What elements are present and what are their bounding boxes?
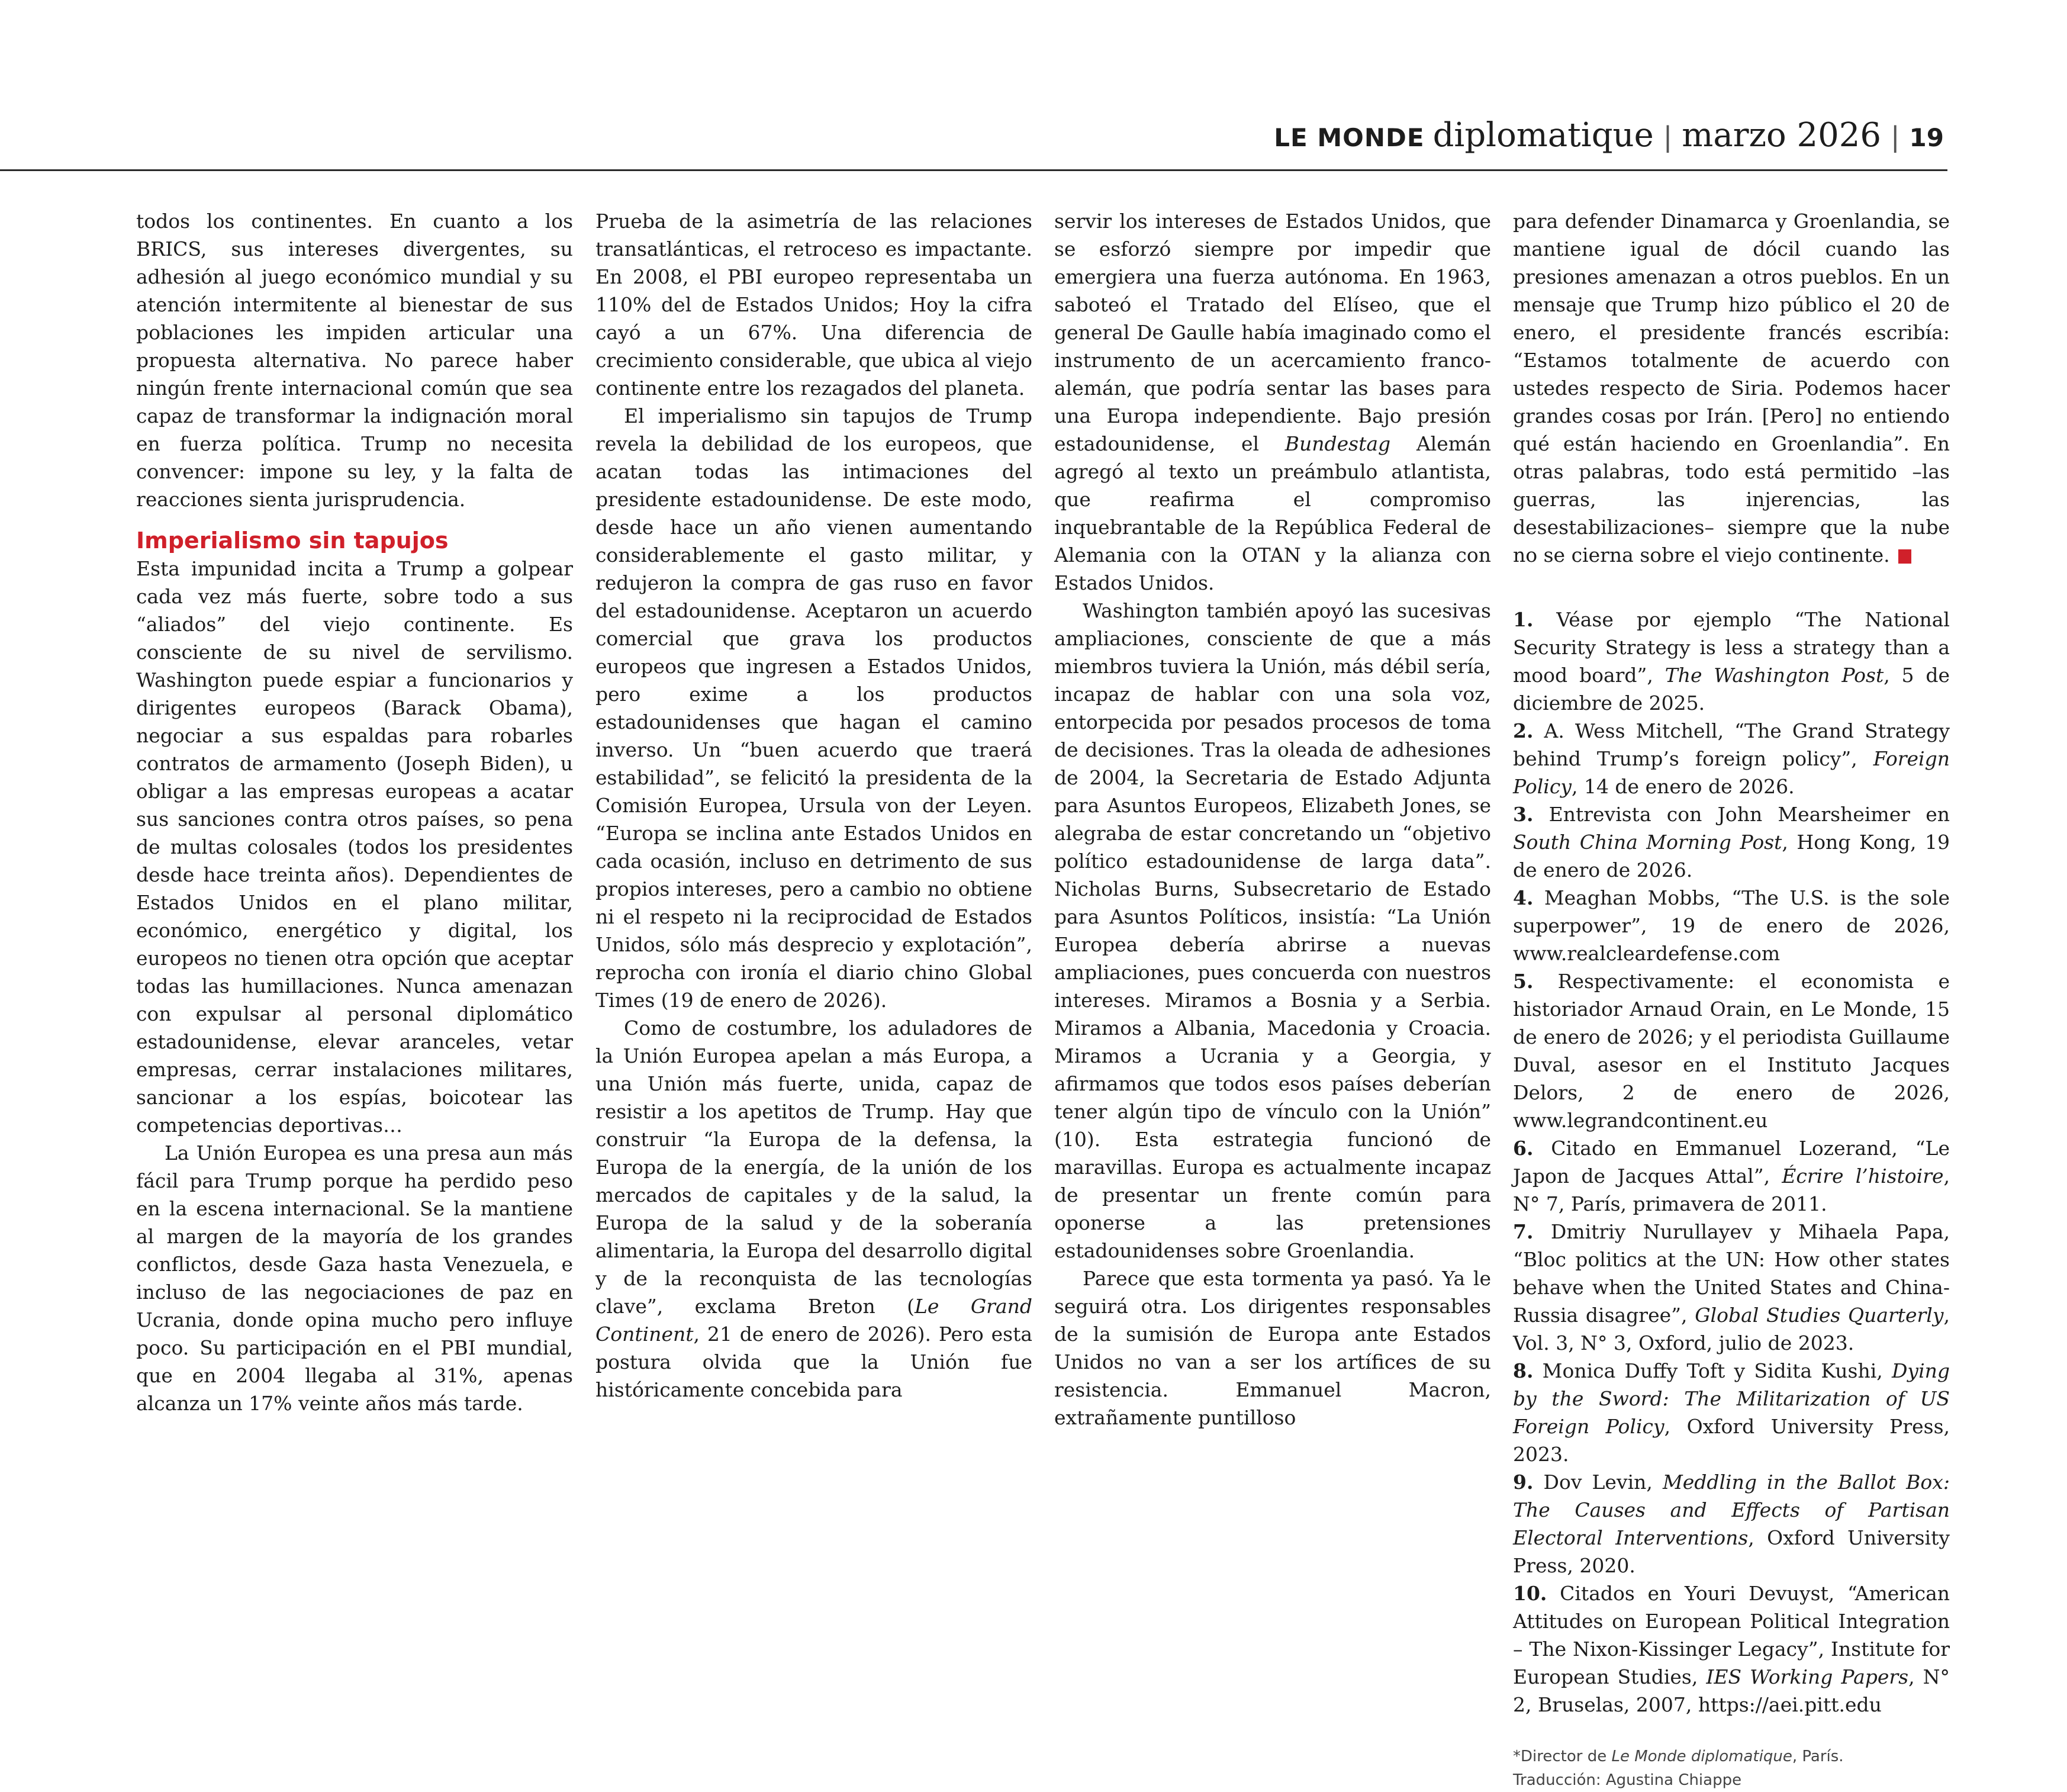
paragraph: Como de costumbre, los aduladores de la Unión Europea apelan a más Europa, a una Unión más fuerte, unida, capaz de resistir a los apetitos de Trump. Hay que construir “la Europa de la defensa, la Europa de la energía, de la unión de los mercados de capitales y de la salud, la Europa de la salud y de la soberanía alimentaria, la Europa del desarrollo digital y de la reconquista de las tecnologías clave”, exclama Breton (Le Grand Continent, 21 de enero de 2026). Pero esta postura olvida que la Unión fue históricamente concebida para	[595, 1016, 1033, 1401]
footnote: 8. Monica Duffy Toft y Sidita Kushi, Dying by the Sword: The Militarization of US Foreign Policy, Oxford University Press, 2023.	[1513, 1359, 1950, 1466]
footnote: 6. Citado en Emmanuel Lozerand, “Le Japon de Jacques Attal”, Écrire l’histoire, N° 7, París, primavera de 2011.	[1513, 1137, 1950, 1215]
brand-subtitle: diplomatique	[1432, 116, 1654, 155]
footnote: 9. Dov Levin, Meddling in the Ballot Box: The Causes and Effects of Partisan Electoral Interventions, Oxford University Press, 2020.	[1513, 1471, 1950, 1577]
footnotes	[1513, 606, 1950, 1719]
footnote: 4. Meaghan Mobbs, “The U.S. is the sole superpower”, 19 de enero de 2026, www.realcleardefense.com	[1513, 886, 1950, 965]
emphasis: Bundestag	[1284, 432, 1391, 455]
footnote: 5. Respectivamente: el economista e historiador Arnaud Orain, en Le Monde, 15 de enero de 2026; y el periodista Guillaume Duval, asesor en el Instituto Jacques Delors, 2 de enero de 2026, www.legrandcontinent.eu	[1513, 970, 1950, 1132]
paragraph: El imperialismo sin tapujos de Trump revela la debilidad de los europeos, que acatan todas las intimaciones del presidente estadounidense. De este modo, desde hace un año vienen aumentando considerablemente el gasto militar, y redujeron la compra de gas ruso en favor del estadounidense. Aceptaron un acuerdo comercial que grava los productos europeos que ingresen a Estados Unidos, pero exime a los productos estadounidenses que hagan el camino inverso. Un “buen acuerdo que traerá estabilidad”, se felicitó la presidenta de la Comisión Europea, Ursula von der Leyen. “Europa se inclina ante Estados Unidos en cada ocasión, incluso en detrimento de sus propios intereses, pero a cambio no obtiene ni el respeto ni la reciprocidad de Estados Unidos, sólo más desprecio y explotación”, reprocha con ironía el diario chino Global Times (19 de enero de 2026).	[595, 404, 1032, 1012]
publication-title: Le Grand Continent	[595, 1295, 1033, 1346]
footnote: 1. Véase por ejemplo “The National Security Strategy is less a strategy than a mood board”, The Washington Post, 5 de diciembre de 2025.	[1513, 608, 1950, 715]
paragraph: Washington también apoyó las sucesivas ampliaciones, consciente de que a más miembros tuviera la Unión, más débil sería, incapaz de hablar con una sola voz, entorpecida por pesados procesos de toma de decisiones. Tras la oleada de adhesiones de 2004, la Secretaria de Estado Adjunta para Asuntos Europeos, Elizabeth Jones, se alegraba de estar concretando un “objetivo político estadounidense de larga data”. Nicholas Burns, Subsecretario de Estado para Asuntos Políticos, insistía: “La Unión Europea debería abrirse a nuevas ampliaciones, pues concuerda con nuestros intereses. Miramos a Bosnia y a Serbia. Miramos a Albania, Macedonia y Croacia. Miramos a Ucrania y a Georgia, y afirmamos que todos esos países deberían tener algún tipo de vínculo con la Unión” (10). Esta estrategia funcionó de maravillas. Europa es actualmente incapaz de presentar un frente común para oponerse a las pretensiones estadounidenses sobre Groenlandia.	[1054, 599, 1491, 1262]
section-heading: Imperialismo sin tapujos	[136, 527, 449, 554]
page-number: 19	[1909, 123, 1944, 152]
translation-credit: Traducción: Agustina Chiappe	[1513, 1771, 1742, 1789]
article-column-1	[136, 207, 573, 1417]
paragraph: La Unión Europea es una presa aun más fácil para Trump porque ha perdido peso en la escena internacional. Se la mantiene al margen de la mayoría de los grandes conflictos, desde Gaza hasta Venezuela, e incluso de las negociaciones de paz en Ucrania, donde opina mucho pero influye poco. Su participación en el PBI mundial, que en 2004 llegaba al 31%, apenas alcanza un 17% veinte años más tarde.	[136, 1141, 573, 1415]
paragraph: Prueba de la asimetría de las relaciones transatlánticas, el retroceso es impactante. En 2008, el PBI europeo representaba un 110% del de Estados Unidos; Hoy la cifra cayó a un 67%. Una diferencia de crecimiento considerable, que ubica al viejo continente entre los rezagados del planeta.	[595, 210, 1032, 400]
footnote: 3. Entrevista con John Mearsheimer en South China Morning Post, Hong Kong, 19 de enero de 2026.	[1513, 803, 1950, 881]
article-column-4	[1513, 207, 1950, 1792]
paragraph: servir los intereses de Estados Unidos, que se esforzó siempre por impedir que emergiera una fuerza autónoma. En 1963, saboteó el Tratado del Elíseo, que el general De Gaulle había imaginado como el instrumento de un acercamiento franco-alemán, que podría sentar las bases para una Europa independiente. Bajo presión estadounidense, el Bundestag Alemán agregó al texto un preámbulo atlantista, que reafirma el compromiso inquebrantable de la República Federal de Alemania con la OTAN y la alianza con Estados Unidos.	[1054, 210, 1491, 594]
footnote: 10. Citados en Youri Devuyst, “American Attitudes on European Political Integration – The Nixon-Kissinger Legacy”, Institute for European Studies, IES Working Papers, N° 2, Bruselas, 2007, https://aei.pitt.edu	[1513, 1582, 1950, 1716]
header-rule	[0, 169, 1947, 171]
paragraph: Esta impunidad incita a Trump a golpear cada vez más fuerte, sobre todo a sus “aliados” del viejo continente. Es consciente de su nivel de servilismo. Washington puede espiar a funcionarios y dirigentes europeos (Barack Obama), negociar a sus espaldas para robarles contratos de armamento (Joseph Biden), u obligar a las empresas europeas a acatar sus sanciones contra otros países, so pena de multas colosales (todos los presidentes desde hace treinta años). Dependientes de Estados Unidos en el plano militar, económico, energético y digital, los europeos no tienen otra opción que aceptar todas las humillaciones. Nunca amenazan con expulsar al personal diplomático estadounidense, elevar aranceles, vetar empresas, cerrar instalaciones militares, sancionar a los espías, boicotear las competencias deportivas…	[136, 557, 573, 1137]
article-column-3	[1054, 207, 1491, 1431]
footnote: 2. A. Wess Mitchell, “The Grand Strategy behind Trump’s foreign policy”, Foreign Policy, 14 de enero de 2026.	[1513, 719, 1950, 798]
issue-date: marzo 2026	[1682, 116, 1882, 155]
end-of-article-mark	[1898, 549, 1911, 564]
brand-name: LE MONDE	[1274, 123, 1425, 152]
paragraph: Parece que esta tormenta ya pasó. Ya le seguirá otra. Los dirigentes responsables de la sumisión de Europa ante Estados Unidos no van a ser los artífices de su resistencia. Emmanuel Macron, extrañamente puntilloso	[1054, 1267, 1491, 1429]
article-column-2	[595, 207, 1032, 1404]
separator: |	[1891, 121, 1900, 153]
separator: |	[1663, 121, 1673, 153]
paragraph: para defender Dinamarca y Groenlandia, se mantiene igual de dócil cuando las presiones amenazan a otros pueblos. En un mensaje que Trump hizo público el 20 de enero, el presidente francés escribía: “Estamos totalmente de acuerdo con ustedes respecto de Siria. Podemos hacer grandes cosas por Irán. [Pero] no entiendo qué están haciendo en Groenlandia”. En otras palabras, todo está permitido –las guerras, las injerencias, las desestabilizaciones– siempre que la nube no se cierna sobre el viejo continente.	[1513, 210, 1950, 567]
paragraph: todos los continentes. En cuanto a los BRICS, sus intereses divergentes, su adhesión al juego económico mundial y su atención intermitente al bienestar de sus poblaciones les impiden articular una propuesta alternativa. No parece haber ningún frente internacional común que sea capaz de transformar la indignación moral en fuerza política. Trump no necesita convencer: impone su ley, y la falta de reacciones sienta jurisprudencia.	[136, 210, 573, 511]
masthead	[1274, 116, 1944, 155]
footnote: 7. Dmitriy Nurullayev y Mihaela Papa, “Bloc politics at the UN: How other states behave when the United States and China-Russia disagree”, Global Studies Quarterly, Vol. 3, N° 3, Oxford, julio de 2023.	[1513, 1220, 1950, 1355]
author-credit: *Director de Le Monde diplomatique, París. Traducción: Agustina Chiappe	[1513, 1745, 1950, 1792]
